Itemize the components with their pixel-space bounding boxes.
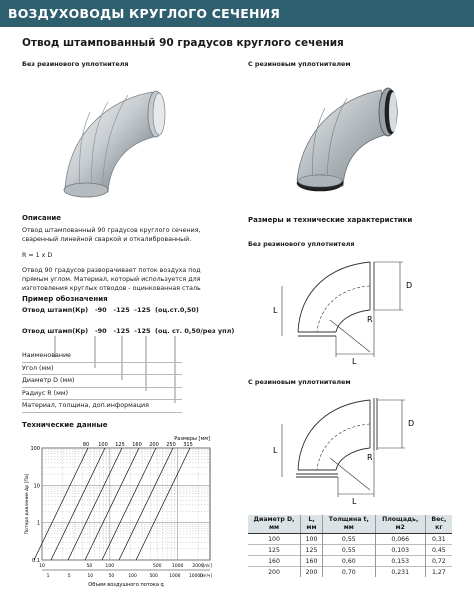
cell-length: 160 <box>301 556 323 567</box>
pressure-loss-chart <box>20 430 220 590</box>
chart-size-label: 125 <box>115 442 125 448</box>
chart-ytick-label: 10 <box>33 483 40 490</box>
chart-series-125 <box>68 448 122 560</box>
photo-caption-right: С резиновым уплотнителем <box>248 60 351 68</box>
cell-length: 100 <box>301 534 323 545</box>
cell-area: 0,103 <box>375 545 425 556</box>
chart-size-label: 315 <box>183 442 193 448</box>
col-header-length: L, мм <box>301 515 323 534</box>
chart-series-160 <box>85 448 139 560</box>
radius-formula: R = 1 x D <box>22 252 53 259</box>
cell-diameter: 160 <box>248 556 301 567</box>
chart-y-axis-title: Потеря давления ∆p [Па] <box>25 473 30 535</box>
cell-thickness: 0,70 <box>322 567 375 578</box>
cell-area: 0,066 <box>375 534 425 545</box>
chart-xtick-label: 50 <box>86 564 93 569</box>
page-header-title: ВОЗДУХОВОДЫ КРУГЛОГО СЕЧЕНИЯ <box>8 6 281 21</box>
dim-label-r: R <box>367 315 373 324</box>
dim-label-l-vertical: L <box>273 306 278 315</box>
cell-area: 0,153 <box>375 556 425 567</box>
chart-xtick2-label: 1000 <box>169 574 181 579</box>
description-line: Отвод 90 градусов разворачивает поток воздуха под <box>22 267 201 274</box>
field-radius: Радиус R (мм) <box>22 388 182 401</box>
chart-xtick-label: 100 <box>105 564 115 569</box>
description-text-2 <box>22 266 201 294</box>
chart-ytick-label: 0.1 <box>32 558 40 564</box>
chart-series-250 <box>119 448 173 560</box>
chart-xtick2-label: 500 <box>149 574 158 579</box>
field-angle: Угол (мм) <box>22 363 182 376</box>
chart-size-label: 200 <box>149 442 159 448</box>
cell-length: 200 <box>301 567 323 578</box>
dim-label-r: R <box>367 453 373 462</box>
cell-weight: 1,27 <box>425 567 452 578</box>
designation-fields <box>22 350 182 413</box>
chart-xtick-label: 10 <box>39 564 45 569</box>
field-material: Материал, толщина, доп.информация <box>22 400 182 413</box>
tech-heading: Технические данные <box>22 421 108 429</box>
chart-xtick2-label: 1 <box>46 574 50 579</box>
cell-thickness: 0,55 <box>322 545 375 556</box>
spec-table-wrap <box>248 515 452 577</box>
spec-table <box>248 515 452 577</box>
description-text <box>22 226 201 244</box>
table-row <box>248 567 452 578</box>
chart-ytick-label: 100 <box>30 446 40 452</box>
elbow-drawing-no-gasket <box>270 250 430 370</box>
col-header-area: Площадь, м2 <box>375 515 425 534</box>
dims-caption-with-gasket: С резиновым уплотнителем <box>248 378 351 386</box>
dim-label-l-horizontal: L <box>352 357 357 366</box>
chart-xtick-label: 1000 <box>171 564 184 569</box>
elbow-photo-with-gasket <box>285 70 425 200</box>
chart-x-unit: [л/с] <box>202 563 212 568</box>
cell-weight: 0,72 <box>425 556 452 567</box>
chart-series-315 <box>136 448 190 560</box>
chart-xtick2-label: 100 <box>128 574 137 579</box>
chart-xtick-label: 500 <box>152 564 162 569</box>
cell-area: 0,231 <box>375 567 425 578</box>
chart-xtick2-label: 10000 <box>189 574 203 579</box>
elbow-drawing-with-gasket <box>270 388 430 508</box>
table-row <box>248 534 452 545</box>
dim-label-l-horizontal: L <box>352 497 357 506</box>
chart-x-unit-2: [м³/ч] <box>200 573 212 578</box>
chart-xtick2-label: 50 <box>108 574 115 579</box>
chart-size-label: 100 <box>98 442 108 448</box>
field-diameter: Диаметр D (мм) <box>22 375 182 388</box>
col-header-thickness: Толщина t, мм <box>322 515 375 534</box>
chart-xtick2-label: 5 <box>67 574 71 579</box>
chart-series-100 <box>51 448 105 560</box>
elbow-photo-no-gasket <box>50 70 190 205</box>
chart-frame <box>42 448 210 560</box>
description-line: изготовления круглых отводов - оцинкованная сталь <box>22 285 201 293</box>
description-heading: Описание <box>22 214 62 222</box>
dims-caption-no-gasket: Без резинового уплотнителя <box>248 240 355 248</box>
cell-length: 125 <box>301 545 323 556</box>
field-name: Наименование <box>22 350 182 363</box>
description-line: сваренный линейной сваркой и откалиброванный. <box>22 236 192 244</box>
example-code-2: Отвод штамп(Кр) -90 -125 -125 (оц. ст. 0,50/рез упл) <box>22 327 235 335</box>
chart-x-axis-title: Объем воздушного потока q <box>88 582 164 588</box>
chart-ytick-label: 1 <box>36 520 40 527</box>
cell-diameter: 200 <box>248 567 301 578</box>
chart-size-label: 80 <box>82 442 90 448</box>
product-title: Отвод штампованный 90 градусов круглого сечения <box>22 37 344 49</box>
dims-heading: Размеры и технические характеристики <box>248 216 413 224</box>
cell-diameter: 100 <box>248 534 301 545</box>
cell-weight: 0,45 <box>425 545 452 556</box>
chart-xtick-label: 2000 <box>192 564 204 569</box>
col-header-weight: Вес, кг <box>425 515 452 534</box>
example-code-1: Отвод штамп(Кр) -90 -125 -125 (оц.ст.0,50) <box>22 306 199 314</box>
table-row <box>248 545 452 556</box>
chart-size-label: 250 <box>166 442 176 448</box>
example-heading: Пример обозначения <box>22 295 108 303</box>
spec-table-header <box>248 515 452 534</box>
cell-thickness: 0,55 <box>322 534 375 545</box>
description-line: Отвод штампованный 90 градусов круглого сечения, <box>22 227 201 234</box>
chart-top-label: Размеры [мм] <box>174 436 210 442</box>
cell-diameter: 125 <box>248 545 301 556</box>
col-header-diameter: Диаметр D, мм <box>248 515 301 534</box>
description-line: прямым углом. Материал, который используется для <box>22 276 201 284</box>
chart-size-label: 160 <box>132 442 142 448</box>
chart-xtick2-label: 10 <box>87 574 94 579</box>
table-row <box>248 556 452 567</box>
dim-label-d: D <box>406 281 413 290</box>
cell-thickness: 0,60 <box>322 556 375 567</box>
photo-caption-left: Без резинового уплотнителя <box>22 60 129 68</box>
dim-label-d: D <box>408 419 415 428</box>
cell-weight: 0,31 <box>425 534 452 545</box>
dim-label-l-vertical: L <box>273 446 278 455</box>
